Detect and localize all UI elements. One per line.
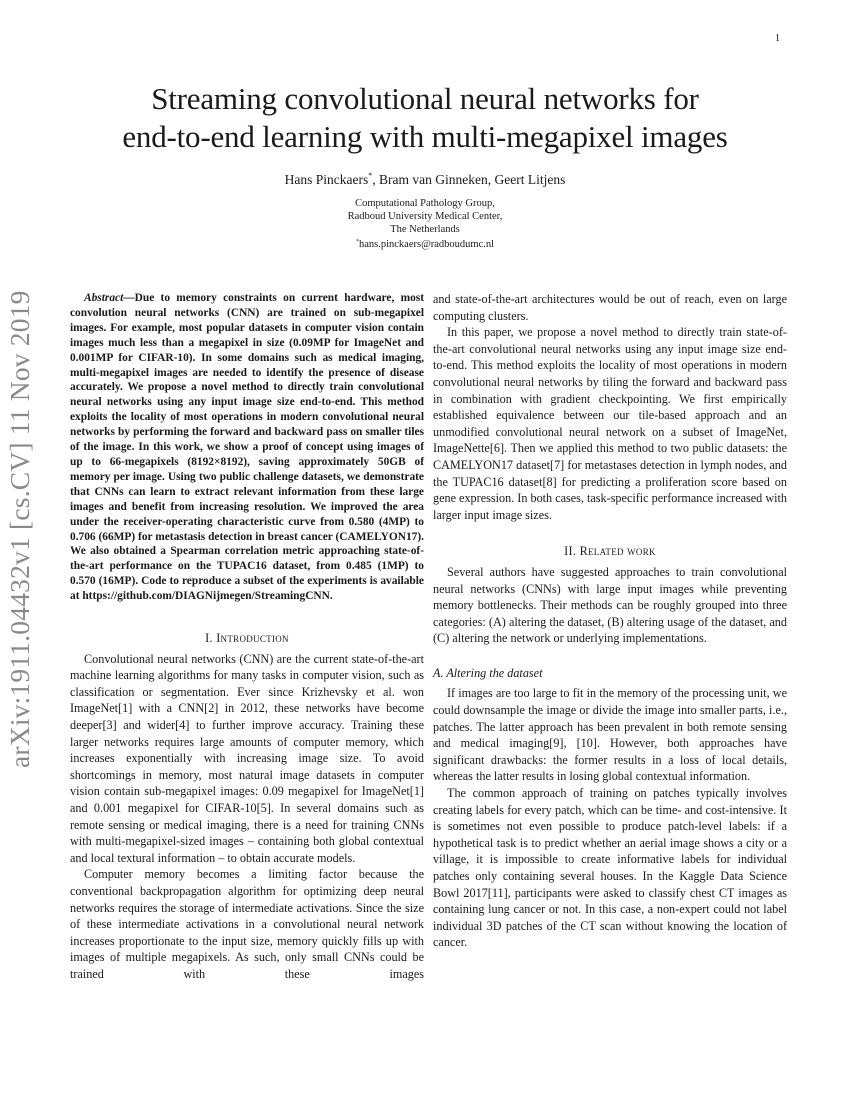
- body-paragraph: Computer memory becomes a limiting factor because the conventional backpropagation algorithm for optimizing deep neural networks requires the storage of intermediate activations. Since the size of these intermediate activations in a convolutional neural network increases proportionate to the input size, memory quickly fills up with images of multiple megapixels. As such, only small CNNs could be trained with these images: [70, 867, 424, 981]
- subsection-heading-altering-dataset: A. Altering the dataset: [433, 665, 543, 680]
- abstract-label: Abstract: [84, 292, 124, 304]
- affiliation-line: Computational Pathology Group,: [355, 198, 495, 209]
- author-list: [0, 171, 850, 188]
- affiliation-line: Radboud University Medical Center,: [347, 211, 503, 222]
- email-line: [0, 236, 850, 251]
- affiliation-line: The Netherlands: [390, 224, 460, 235]
- paper-title: [0, 80, 850, 156]
- body-paragraph: If images are too large to fit in the memory of the processing unit, we could downsample the image or divide the image into smaller parts, i.e., patches. The latter approach has been prevalent in both remote sensing and medical imaging[9], [10]. However, both approaches have significant drawbacks: the former results in a loss of local details, whereas the latter results in losing global contextual information.: [433, 686, 787, 784]
- section-heading-related-work: II. Related work: [564, 544, 656, 559]
- coauthor-names: , Bram van Ginneken, Geert Litjens: [372, 172, 566, 187]
- page-number: 1: [775, 33, 780, 44]
- author-name: Hans Pinckaers: [284, 172, 369, 187]
- title-line-2: end-to-end learning with multi-megapixel images: [122, 119, 728, 154]
- abstract: [70, 291, 424, 604]
- arxiv-identifier-stamp: arXiv:1911.04432v1 [cs.CV] 11 Nov 2019: [4, 290, 35, 768]
- affiliation-block: [0, 197, 850, 251]
- body-paragraph: Convolutional neural networks (CNN) are the current state-of-the-art machine learning algorithms for many tasks in computer vision, such as classification or segmentation. Ever since Krizhevsky et al. won ImageNet[1] with a CNN[2] in 2012, these networks have become deeper[3] and wider[4] to further improve accuracy. Training these larger networks requires large amounts of computer memory, which increases exponentially with increasing image size. To avoid shortcomings in memory, most natural image datasets in computer vision contain sub-megapixel images: 0.09 megapixel for ImageNet[1] and 0.001 megapixel for CIFAR-10[5]. In several domains such as remote sensing or medical imaging, there is a need for training CNNs with multi-megapixel-sized images – containing both global contextual and local textural information – to obtain accurate models.: [70, 651, 424, 865]
- body-paragraph: Several authors have suggested approaches to train convolutional neural networks (CNNs) with large input images while preventing memory bottlenecks. Their methods can be roughly grouped into three categories: (A) altering the dataset, (B) altering usage of the dataset, and (C) altering the network or underlying implementations.: [433, 564, 787, 646]
- body-paragraph: The common approach of training on patches typically involves creating labels for every patch, which can be time- and cost-intensive. It is sometimes not even possible to produce patch-level labels: if a hypothetical task is to predict whether an aerial image shows a city or a village, it is impossible to create informative labels for individual patches only containing several houses. In the Kaggle Data Science Bowl 2017[11], participants were asked to classify chest CT images as containing lung cancer or not. In this case, a non-expert could not label individual 3D patches of the CT scan without knowing the location of cancer.: [433, 786, 787, 950]
- section-heading-introduction: I. Introduction: [205, 631, 289, 646]
- email-mark: *: [355, 239, 359, 245]
- left-column: [70, 291, 424, 983]
- right-column: [433, 291, 787, 951]
- body-paragraph: In this paper, we propose a novel method to directly train state-of-the-art convolutional neural networks using any input image size end-to-end. This method exploits the locality of most operations in modern convolutional neural networks by tiling the forward and backward pass in combination with gradient checkpointing. We first empirically established equivalence between our tile-based approach and an unmodified convolutional neural network on a subset of ImageNet, ImageNette[6]. Then we applied this method to two public datasets: the CAMELYON17 dataset[7] for metastases detection in lymph nodes, and the TUPAC16 dataset[8] for predicting a proliferation score based on gene expression. In both cases, task-specific performance increased with larger input image sizes.: [433, 325, 787, 522]
- author-email: hans.pinckaers@radboudumc.nl: [358, 239, 495, 250]
- corresponding-author-mark: *: [368, 171, 373, 180]
- body-paragraph-continued: and state-of-the-art architectures would be out of reach, even on large computing clusters.: [433, 292, 787, 323]
- abstract-text: —Due to memory constraints on current hardware, most convolution neural networks (CNN) are trained on sub-megapixel images. For example, most popular datasets in computer vision contain images much less than a megapixel in size (0.09MP for ImageNet and 0.001MP for CIFAR-10). In some domains such as medical imaging, multi-megapixel images are needed to identify the presence of disease accurately. We propose a novel method to directly train convolutional neural networks using any input image size end-to-end. This method exploits the locality of most operations in modern convolutional neural networks by performing the forward and backward pass on smaller tiles of the image. In this work, we show a proof of concept using images of up to 66-megapixels (8192×8192), saving approximately 50GB of memory per image. Using two public challenge datasets, we demonstrate that CNNs can learn to extract relevant information from these large images and benefit from increasing resolution. We improved the area under the receiver-operating characteristic curve from 0.580 (4MP) to 0.706 (66MP) for metastasis detection in breast cancer (CAMELYON17). We also obtained a Spearman correlation metric approaching state-of-the-art performance on the TUPAC16 dataset, from 0.485 (1MP) to 0.570 (16MP). Code to reproduce a subset of the experiments is available at https://github.com/DIAGNijmegen/StreamingCNN.: [70, 292, 424, 603]
- title-line-1: Streaming convolutional neural networks for: [151, 81, 699, 116]
